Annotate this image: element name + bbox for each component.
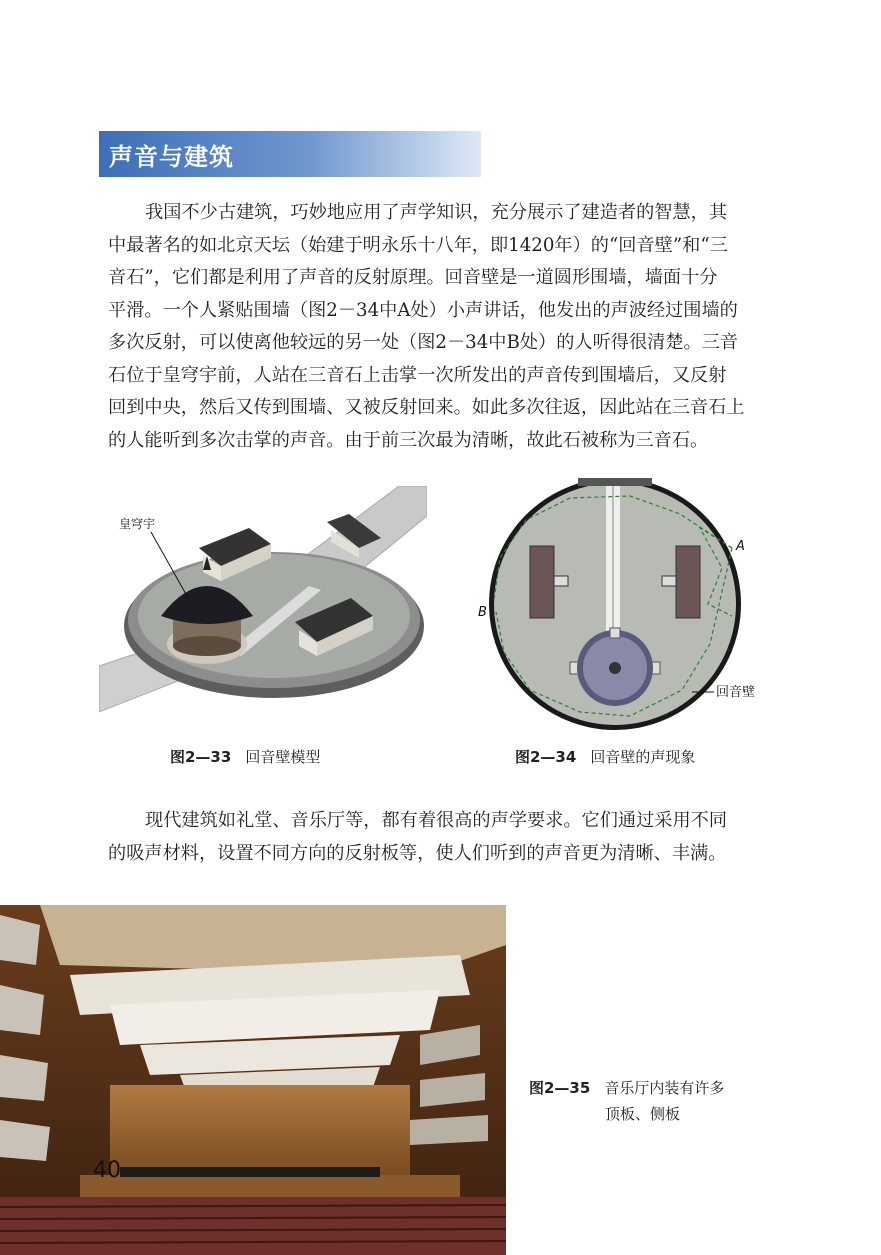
caption-fig-2-34 <box>515 746 695 767</box>
paragraph-line: 的吸声材料，设置不同方向的反射板等，使人们听到的声音更为清晰、丰满。 <box>108 842 727 864</box>
figure-caption-line-2: 顶板、侧板 <box>605 1105 681 1123</box>
figure-concert-hall-photo <box>0 905 506 1255</box>
section-title: 声音与建筑 <box>109 143 234 171</box>
figure-number: 图2—34 <box>515 748 577 766</box>
section-header <box>99 131 481 177</box>
paragraph-line: 中最著名的如北京天坛（始建于明永乐十八年，即1420年）的“回音壁”和“三 <box>108 234 728 256</box>
paragraph-line: 石位于皇穹宇前，人站在三音石上击掌一次所发出的声音传到围墙后，又反射 <box>108 364 727 386</box>
paragraph-line: 平滑。一个人紧贴围墙（图2－34中A处）小声讲话，他发出的声波经过围墙的 <box>108 299 738 321</box>
paragraph-line: 多次反射，可以使离他较远的另一处（图2－34中B处）的人听得很清楚。三音 <box>108 332 739 353</box>
page-number: 40 <box>93 1158 121 1183</box>
figure-number: 图2—33 <box>170 748 232 766</box>
label-b: B <box>478 605 487 620</box>
label-echo-wall: 回音壁 <box>716 685 756 700</box>
label-a: A <box>736 539 745 554</box>
figure-caption-line-1: 音乐厅内装有许多 <box>604 1079 725 1097</box>
figure-number: 图2—35 <box>529 1079 591 1097</box>
caption-fig-2-33 <box>170 746 320 767</box>
paragraph-line: 回到中央，然后又传到围墙、又被反射回来。如此多次往返，因此站在三音石上 <box>108 397 745 418</box>
paragraph-1 <box>108 197 788 457</box>
paragraph-line: 现代建筑如礼堂、音乐厅等，都有着很高的声学要求。它们通过采用不同 <box>145 810 728 831</box>
paragraph-2 <box>108 805 788 870</box>
caption-fig-2-35 <box>529 1075 724 1127</box>
paragraph-line: 我国不少古建筑，巧妙地应用了声学知识，充分展示了建造者的智慧，其 <box>145 202 728 223</box>
paragraph-line: 音石”，它们都是利用了声音的反射原理。回音壁是一道圆形围墙，墙面十分 <box>108 267 718 288</box>
label-huangqiongyu: 皇穹宇 <box>119 517 156 531</box>
figure-caption: 回音壁的声现象 <box>590 748 696 766</box>
figure-caption: 回音壁模型 <box>245 748 321 766</box>
paragraph-line: 的人能听到多次击掌的声音。由于前三次最为清晰，故此石被称为三音石。 <box>108 429 709 451</box>
figure-echo-wall-plan <box>470 476 780 734</box>
figure-echo-wall-model <box>99 486 427 732</box>
